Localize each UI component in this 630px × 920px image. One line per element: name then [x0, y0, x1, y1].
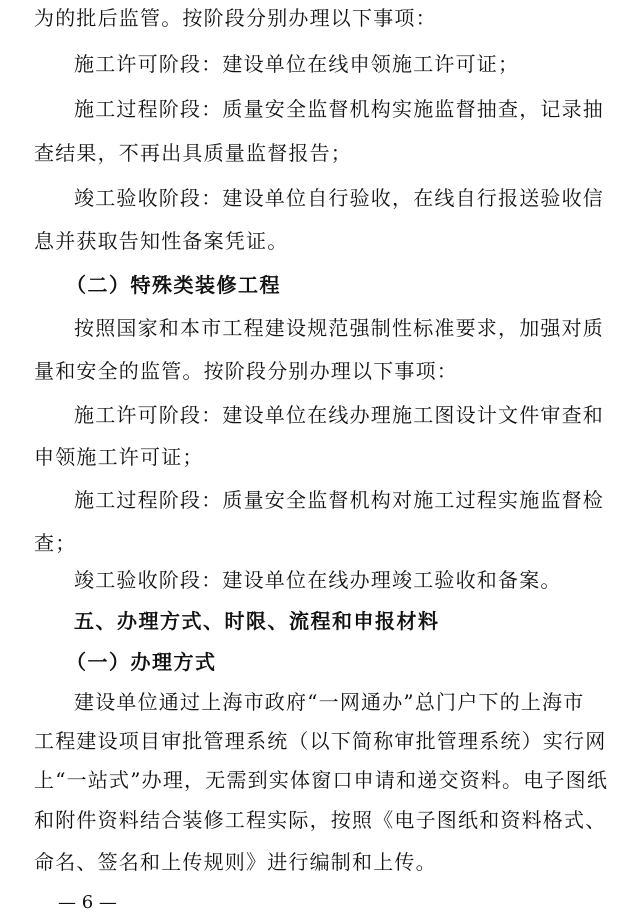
- text-line-11: 申领施工许可证；: [34, 445, 204, 469]
- section-heading-5: 五、办理方式、时限、流程和申报材料: [74, 609, 440, 633]
- section-heading-method: （一）办理方式: [66, 650, 217, 674]
- text-line-1: 为的批后监管。按阶段分别办理以下事项：: [34, 6, 437, 30]
- text-line-13: 查；: [34, 531, 77, 555]
- text-line-3: 施工过程阶段：质量安全监督机构实施监督抽查，记录抽: [74, 97, 604, 121]
- text-line-12: 施工过程阶段：质量安全监督机构对施工过程实施监督检: [74, 488, 604, 512]
- text-line-5: 竣工验收阶段：建设单位自行验收，在线自行报送验收信: [74, 186, 604, 210]
- text-line-14: 竣工验收阶段：建设单位在线办理竣工验收和备案。: [74, 568, 562, 592]
- text-line-8: 按照国家和本市工程建设规范强制性标准要求，加强对质: [74, 316, 604, 340]
- text-line-21: 命名、签名和上传规则》进行编制和上传。: [34, 850, 437, 874]
- text-line-19: 上“一站式”办理，无需到实体窗口申请和递交资料。电子图纸: [34, 768, 609, 792]
- text-line-17: 建设单位通过上海市政府“一网通办”总门户下的上海市: [74, 690, 585, 714]
- text-line-6: 息并获取告知性备案凭证。: [34, 229, 289, 253]
- text-line-9: 量和安全的监管。按阶段分别办理以下事项：: [34, 359, 458, 383]
- section-heading-special: （二）特殊类装修工程: [66, 273, 281, 297]
- text-line-10: 施工许可阶段：建设单位在线办理施工图设计文件审查和: [74, 403, 604, 427]
- text-line-18: 工程建设项目审批管理系统（以下简称审批管理系统）实行网: [34, 729, 607, 753]
- text-line-2: 施工许可阶段：建设单位在线申领施工许可证；: [74, 52, 520, 76]
- text-line-4: 查结果，不再出具质量监督报告；: [34, 141, 352, 165]
- text-line-20: 和附件资料结合装修工程实际，按照《电子图纸和资料格式、: [34, 808, 607, 832]
- page-number: — 6 —: [58, 892, 117, 913]
